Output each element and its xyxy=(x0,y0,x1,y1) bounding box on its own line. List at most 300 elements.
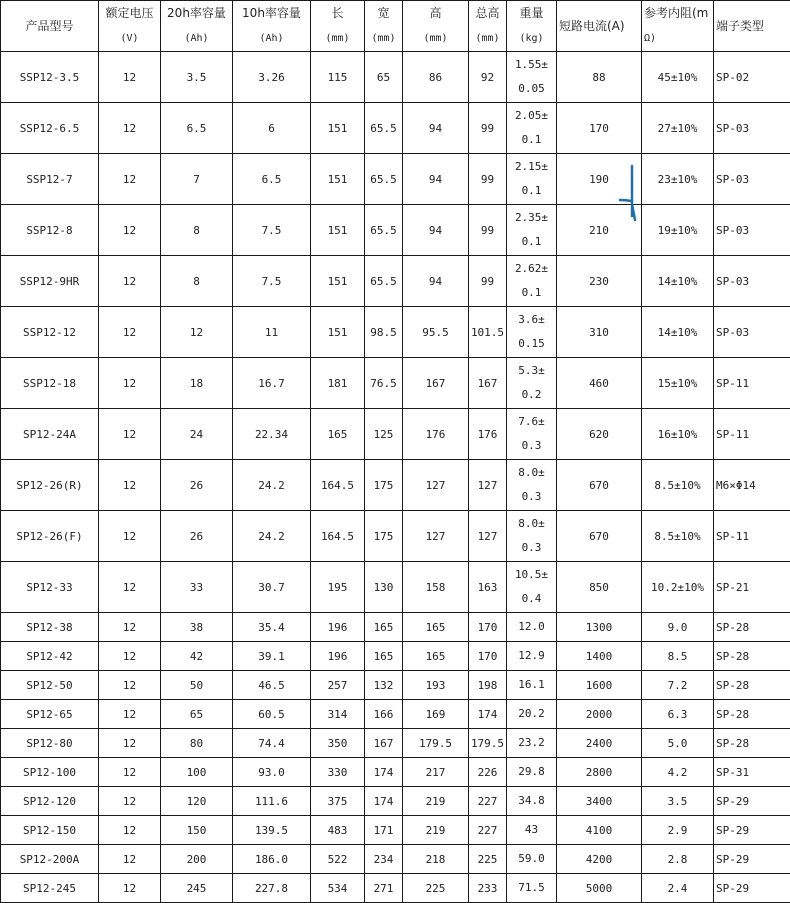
cell-height: 94 xyxy=(403,205,469,256)
cell-terminal: M6×Φ14 xyxy=(714,460,790,511)
cell-terminal: SP-03 xyxy=(714,307,790,358)
table-row xyxy=(1,256,790,307)
header-model xyxy=(1,1,99,52)
cell-weight xyxy=(507,729,557,758)
cell-total-height: 101.5 xyxy=(469,307,507,358)
cell-length: 534 xyxy=(311,874,365,903)
cell-cap10: 7.5 xyxy=(233,205,311,256)
cell-height: 169 xyxy=(403,700,469,729)
cell-length: 164.5 xyxy=(311,460,365,511)
cell-width: 165 xyxy=(365,613,403,642)
cell-weight xyxy=(507,816,557,845)
cell-length: 115 xyxy=(311,52,365,103)
header-unit: (V) xyxy=(99,26,160,51)
cell-model: SP12-100 xyxy=(1,758,99,787)
header-label: 参考内阻(m xyxy=(644,1,713,26)
cell-short-current: 2400 xyxy=(557,729,642,758)
header-length xyxy=(311,1,365,52)
cell-cap20: 26 xyxy=(161,511,233,562)
cell-cap20: 33 xyxy=(161,562,233,613)
cell-model: SP12-245 xyxy=(1,874,99,903)
cell-height: 179.5 xyxy=(403,729,469,758)
cell-height: 95.5 xyxy=(403,307,469,358)
cell-total-height: 99 xyxy=(469,205,507,256)
cell-resistance: 7.2 xyxy=(642,671,714,700)
cell-model: SP12-26(F) xyxy=(1,511,99,562)
cell-voltage: 12 xyxy=(99,671,161,700)
cell-height: 158 xyxy=(403,562,469,613)
cell-resistance: 14±10% xyxy=(642,256,714,307)
cell-short-current: 4100 xyxy=(557,816,642,845)
cell-width: 234 xyxy=(365,845,403,874)
header-weight xyxy=(507,1,557,52)
weight-tolerance: 0.2 xyxy=(507,383,556,407)
weight-tolerance: 0.3 xyxy=(507,485,556,509)
cell-total-height: 227 xyxy=(469,787,507,816)
weight-value: 1.55± xyxy=(507,53,556,77)
cell-total-height: 99 xyxy=(469,256,507,307)
header-total-height xyxy=(469,1,507,52)
cell-cap20: 24 xyxy=(161,409,233,460)
cell-short-current: 88 xyxy=(557,52,642,103)
cell-short-current: 460 xyxy=(557,358,642,409)
cell-width: 174 xyxy=(365,787,403,816)
cell-length: 151 xyxy=(311,205,365,256)
cell-cap20: 7 xyxy=(161,154,233,205)
cell-cap10: 6.5 xyxy=(233,154,311,205)
cell-weight xyxy=(507,409,557,460)
header-label: 总高 xyxy=(469,1,506,26)
cell-width: 65.5 xyxy=(365,103,403,154)
weight-tolerance: 0.05 xyxy=(507,77,556,101)
weight-tolerance: 0.1 xyxy=(507,179,556,203)
cell-length: 330 xyxy=(311,758,365,787)
header-unit: (kg) xyxy=(507,26,556,51)
weight-tolerance: 0.15 xyxy=(507,332,556,356)
cell-resistance: 2.4 xyxy=(642,874,714,903)
cell-terminal: SP-28 xyxy=(714,671,790,700)
weight-tolerance: 0.3 xyxy=(507,536,556,560)
table-row xyxy=(1,562,790,613)
cell-weight xyxy=(507,103,557,154)
cell-length: 257 xyxy=(311,671,365,700)
header-cap20 xyxy=(161,1,233,52)
cell-voltage: 12 xyxy=(99,358,161,409)
cell-voltage: 12 xyxy=(99,700,161,729)
header-unit: (Ah) xyxy=(161,26,232,51)
weight-value: 2.15± xyxy=(507,155,556,179)
cell-cap20: 42 xyxy=(161,642,233,671)
cell-width: 271 xyxy=(365,874,403,903)
cell-height: 165 xyxy=(403,613,469,642)
cell-width: 175 xyxy=(365,460,403,511)
cell-weight xyxy=(507,874,557,903)
table-row xyxy=(1,758,790,787)
header-unit: (mm) xyxy=(311,26,364,51)
cell-width: 125 xyxy=(365,409,403,460)
table-row xyxy=(1,52,790,103)
header-label: 高 xyxy=(403,1,468,26)
cell-weight xyxy=(507,562,557,613)
cell-length: 195 xyxy=(311,562,365,613)
cell-cap10: 46.5 xyxy=(233,671,311,700)
cell-width: 165 xyxy=(365,642,403,671)
cell-length: 151 xyxy=(311,256,365,307)
cell-cap10: 11 xyxy=(233,307,311,358)
cell-voltage: 12 xyxy=(99,154,161,205)
cell-cap10: 16.7 xyxy=(233,358,311,409)
cell-total-height: 226 xyxy=(469,758,507,787)
header-unit: (mm) xyxy=(469,26,506,51)
header-short-current xyxy=(557,1,642,52)
cell-resistance: 27±10% xyxy=(642,103,714,154)
cell-width: 76.5 xyxy=(365,358,403,409)
header-label: 短路电流(A) xyxy=(559,1,641,51)
cell-cap10: 227.8 xyxy=(233,874,311,903)
header-label: 重量 xyxy=(507,1,556,26)
weight-value: 23.2 xyxy=(507,731,556,755)
cell-voltage: 12 xyxy=(99,845,161,874)
cell-resistance: 14±10% xyxy=(642,307,714,358)
cell-total-height: 233 xyxy=(469,874,507,903)
cell-resistance: 3.5 xyxy=(642,787,714,816)
cell-total-height: 227 xyxy=(469,816,507,845)
cell-voltage: 12 xyxy=(99,205,161,256)
cell-length: 375 xyxy=(311,787,365,816)
cell-height: 219 xyxy=(403,816,469,845)
cell-short-current: 210 xyxy=(557,205,642,256)
cell-cap10: 39.1 xyxy=(233,642,311,671)
cell-short-current: 1600 xyxy=(557,671,642,700)
cell-voltage: 12 xyxy=(99,511,161,562)
cell-terminal: SP-11 xyxy=(714,511,790,562)
cell-voltage: 12 xyxy=(99,816,161,845)
cell-total-height: 179.5 xyxy=(469,729,507,758)
cell-short-current: 670 xyxy=(557,460,642,511)
header-cap10 xyxy=(233,1,311,52)
cell-terminal: SP-29 xyxy=(714,845,790,874)
cell-cap20: 38 xyxy=(161,613,233,642)
cell-resistance: 8.5±10% xyxy=(642,511,714,562)
cell-cap20: 65 xyxy=(161,700,233,729)
cell-short-current: 170 xyxy=(557,103,642,154)
cell-terminal: SP-29 xyxy=(714,874,790,903)
cell-cap20: 8 xyxy=(161,256,233,307)
weight-value: 12.9 xyxy=(507,644,556,668)
cell-weight xyxy=(507,613,557,642)
header-label: 端子类型 xyxy=(716,1,790,51)
cell-model: SP12-80 xyxy=(1,729,99,758)
cell-resistance: 23±10% xyxy=(642,154,714,205)
cell-model: SSP12-18 xyxy=(1,358,99,409)
cell-width: 166 xyxy=(365,700,403,729)
cell-total-height: 170 xyxy=(469,642,507,671)
table-row xyxy=(1,205,790,256)
table-row xyxy=(1,700,790,729)
cell-cap20: 80 xyxy=(161,729,233,758)
header-label: 额定电压 xyxy=(99,1,160,26)
cell-cap20: 18 xyxy=(161,358,233,409)
header-label: 20h率容量 xyxy=(161,1,232,26)
cell-weight xyxy=(507,52,557,103)
cell-height: 193 xyxy=(403,671,469,700)
cell-weight xyxy=(507,154,557,205)
table-row xyxy=(1,511,790,562)
cell-short-current: 2800 xyxy=(557,758,642,787)
cell-cap10: 3.26 xyxy=(233,52,311,103)
cell-resistance: 6.3 xyxy=(642,700,714,729)
cell-short-current: 4200 xyxy=(557,845,642,874)
cell-short-current: 850 xyxy=(557,562,642,613)
cell-width: 174 xyxy=(365,758,403,787)
cell-weight xyxy=(507,511,557,562)
weight-value: 5.3± xyxy=(507,359,556,383)
weight-value: 43 xyxy=(507,818,556,842)
cell-model: SP12-38 xyxy=(1,613,99,642)
header-unit: (Ah) xyxy=(233,26,310,51)
table-body xyxy=(1,52,790,903)
cell-length: 522 xyxy=(311,845,365,874)
cell-length: 151 xyxy=(311,307,365,358)
cell-height: 127 xyxy=(403,511,469,562)
cell-total-height: 92 xyxy=(469,52,507,103)
weight-value: 2.62± xyxy=(507,257,556,281)
cell-model: SP12-120 xyxy=(1,787,99,816)
table-row xyxy=(1,307,790,358)
table-row xyxy=(1,671,790,700)
cell-model: SP12-33 xyxy=(1,562,99,613)
cell-cap20: 6.5 xyxy=(161,103,233,154)
weight-value: 8.0± xyxy=(507,461,556,485)
weight-tolerance: 0.3 xyxy=(507,434,556,458)
cell-length: 164.5 xyxy=(311,511,365,562)
table-row xyxy=(1,816,790,845)
cell-terminal: SP-28 xyxy=(714,613,790,642)
cell-width: 175 xyxy=(365,511,403,562)
cell-terminal: SP-03 xyxy=(714,205,790,256)
cell-total-height: 163 xyxy=(469,562,507,613)
cell-terminal: SP-28 xyxy=(714,729,790,758)
cell-width: 167 xyxy=(365,729,403,758)
weight-tolerance: 0.1 xyxy=(507,128,556,152)
cell-length: 151 xyxy=(311,103,365,154)
cell-voltage: 12 xyxy=(99,729,161,758)
cell-terminal: SP-28 xyxy=(714,700,790,729)
weight-tolerance: 0.1 xyxy=(507,230,556,254)
table-row xyxy=(1,729,790,758)
weight-value: 2.35± xyxy=(507,206,556,230)
cell-cap10: 6 xyxy=(233,103,311,154)
cell-terminal: SP-31 xyxy=(714,758,790,787)
cell-voltage: 12 xyxy=(99,642,161,671)
cell-terminal: SP-03 xyxy=(714,103,790,154)
cell-length: 483 xyxy=(311,816,365,845)
table-row xyxy=(1,642,790,671)
cell-model: SSP12-12 xyxy=(1,307,99,358)
cell-terminal: SP-03 xyxy=(714,154,790,205)
cell-weight xyxy=(507,256,557,307)
table-row xyxy=(1,613,790,642)
cell-height: 94 xyxy=(403,103,469,154)
cell-cap20: 200 xyxy=(161,845,233,874)
cell-height: 218 xyxy=(403,845,469,874)
weight-value: 2.05± xyxy=(507,104,556,128)
cell-weight xyxy=(507,642,557,671)
cell-weight xyxy=(507,205,557,256)
cell-total-height: 99 xyxy=(469,103,507,154)
cell-width: 171 xyxy=(365,816,403,845)
header-terminal xyxy=(714,1,790,52)
header-label: 宽 xyxy=(365,1,402,26)
cell-short-current: 1400 xyxy=(557,642,642,671)
cell-resistance: 2.9 xyxy=(642,816,714,845)
cell-length: 196 xyxy=(311,642,365,671)
table-row xyxy=(1,103,790,154)
weight-value: 71.5 xyxy=(507,876,556,900)
table-header xyxy=(1,1,790,52)
weight-value: 7.6± xyxy=(507,410,556,434)
header-label: 长 xyxy=(311,1,364,26)
cell-model: SSP12-6.5 xyxy=(1,103,99,154)
weight-value: 3.6± xyxy=(507,308,556,332)
cell-weight xyxy=(507,787,557,816)
cell-short-current: 5000 xyxy=(557,874,642,903)
cell-cap20: 26 xyxy=(161,460,233,511)
header-unit: (mm) xyxy=(403,26,468,51)
header-label: 产品型号 xyxy=(1,1,98,51)
cell-terminal: SP-28 xyxy=(714,642,790,671)
cell-cap20: 150 xyxy=(161,816,233,845)
cell-cap10: 35.4 xyxy=(233,613,311,642)
cell-short-current: 670 xyxy=(557,511,642,562)
weight-value: 34.8 xyxy=(507,789,556,813)
cell-total-height: 167 xyxy=(469,358,507,409)
table-row xyxy=(1,409,790,460)
cell-height: 165 xyxy=(403,642,469,671)
cell-width: 130 xyxy=(365,562,403,613)
cell-total-height: 198 xyxy=(469,671,507,700)
cell-width: 65.5 xyxy=(365,205,403,256)
cell-weight xyxy=(507,307,557,358)
cell-resistance: 2.8 xyxy=(642,845,714,874)
cell-terminal: SP-11 xyxy=(714,358,790,409)
cell-terminal: SP-03 xyxy=(714,256,790,307)
header-label: 10h率容量 xyxy=(233,1,310,26)
cell-cap10: 24.2 xyxy=(233,460,311,511)
header-row xyxy=(1,1,790,52)
cell-cap10: 24.2 xyxy=(233,511,311,562)
cell-cap20: 12 xyxy=(161,307,233,358)
cell-total-height: 174 xyxy=(469,700,507,729)
cell-model: SP12-200A xyxy=(1,845,99,874)
cell-total-height: 99 xyxy=(469,154,507,205)
header-unit: Ω) xyxy=(644,26,713,51)
cell-resistance: 16±10% xyxy=(642,409,714,460)
cell-cap10: 93.0 xyxy=(233,758,311,787)
weight-tolerance: 0.1 xyxy=(507,281,556,305)
cell-cap10: 186.0 xyxy=(233,845,311,874)
header-voltage xyxy=(99,1,161,52)
cell-length: 181 xyxy=(311,358,365,409)
cell-length: 314 xyxy=(311,700,365,729)
table-row xyxy=(1,154,790,205)
cell-cap10: 7.5 xyxy=(233,256,311,307)
cell-weight xyxy=(507,460,557,511)
cell-voltage: 12 xyxy=(99,787,161,816)
cell-height: 127 xyxy=(403,460,469,511)
header-resistance xyxy=(642,1,714,52)
cell-short-current: 620 xyxy=(557,409,642,460)
cell-voltage: 12 xyxy=(99,613,161,642)
cell-weight xyxy=(507,700,557,729)
weight-value: 29.8 xyxy=(507,760,556,784)
cell-voltage: 12 xyxy=(99,758,161,787)
cell-cap20: 8 xyxy=(161,205,233,256)
cell-width: 98.5 xyxy=(365,307,403,358)
cell-model: SP12-24A xyxy=(1,409,99,460)
cell-width: 65.5 xyxy=(365,154,403,205)
cell-terminal: SP-29 xyxy=(714,787,790,816)
cell-cap20: 100 xyxy=(161,758,233,787)
table-row xyxy=(1,874,790,903)
cell-cap20: 3.5 xyxy=(161,52,233,103)
weight-value: 20.2 xyxy=(507,702,556,726)
cell-weight xyxy=(507,671,557,700)
cell-voltage: 12 xyxy=(99,562,161,613)
cell-voltage: 12 xyxy=(99,460,161,511)
cell-voltage: 12 xyxy=(99,874,161,903)
cell-model: SSP12-9HR xyxy=(1,256,99,307)
cell-resistance: 10.2±10% xyxy=(642,562,714,613)
cell-resistance: 5.0 xyxy=(642,729,714,758)
cell-total-height: 225 xyxy=(469,845,507,874)
cell-model: SP12-42 xyxy=(1,642,99,671)
cell-terminal: SP-21 xyxy=(714,562,790,613)
weight-value: 12.0 xyxy=(507,615,556,639)
cell-model: SSP12-8 xyxy=(1,205,99,256)
cell-weight xyxy=(507,358,557,409)
table-row xyxy=(1,460,790,511)
weight-value: 59.0 xyxy=(507,847,556,871)
cell-model: SP12-26(R) xyxy=(1,460,99,511)
weight-value: 16.1 xyxy=(507,673,556,697)
cell-width: 132 xyxy=(365,671,403,700)
header-height xyxy=(403,1,469,52)
cell-short-current: 230 xyxy=(557,256,642,307)
cell-resistance: 19±10% xyxy=(642,205,714,256)
cell-short-current: 2000 xyxy=(557,700,642,729)
cell-model: SP12-150 xyxy=(1,816,99,845)
cell-short-current: 1300 xyxy=(557,613,642,642)
cell-voltage: 12 xyxy=(99,256,161,307)
cell-model: SP12-65 xyxy=(1,700,99,729)
cell-width: 65.5 xyxy=(365,256,403,307)
cell-short-current: 190 xyxy=(557,154,642,205)
cell-voltage: 12 xyxy=(99,103,161,154)
cell-cap20: 50 xyxy=(161,671,233,700)
cell-terminal: SP-11 xyxy=(714,409,790,460)
cell-height: 94 xyxy=(403,154,469,205)
cell-height: 167 xyxy=(403,358,469,409)
table-row xyxy=(1,845,790,874)
cell-weight xyxy=(507,758,557,787)
cell-cap10: 22.34 xyxy=(233,409,311,460)
cell-voltage: 12 xyxy=(99,409,161,460)
cell-cap20: 120 xyxy=(161,787,233,816)
cell-voltage: 12 xyxy=(99,307,161,358)
cell-resistance: 8.5±10% xyxy=(642,460,714,511)
cell-height: 86 xyxy=(403,52,469,103)
